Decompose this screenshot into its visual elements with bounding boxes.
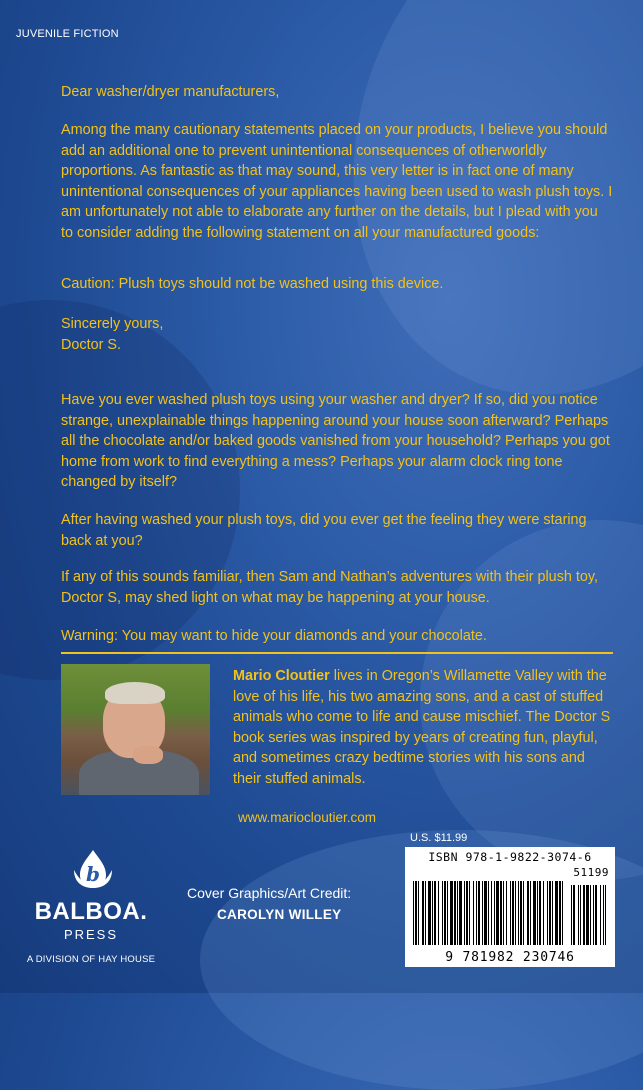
publisher-name: BALBOA. (34, 898, 148, 925)
isbn-text: ISBN 978-1-9822-3074-6 (428, 850, 592, 864)
genre-label: JUVENILE FICTION (16, 28, 119, 40)
author-bio (233, 666, 613, 789)
publisher-division: A DIVISION OF HAY HOUSE (26, 954, 156, 965)
price-code: 51199 (573, 866, 609, 879)
letter-signature: Doctor S. (61, 337, 121, 353)
price-label: U.S. $11.99 (410, 832, 468, 844)
barcode (405, 847, 615, 967)
author-name: Mario Cloutier (233, 668, 330, 684)
letter-caution: Caution: Plush toys should not be washed using this device. (61, 276, 444, 292)
divider-rule (61, 652, 613, 654)
blurb-familiar: If any of this sounds familiar, then Sam and Nathan’s adventures with their plush toy, Doctor S, may shed light on what may be happening at your house. (61, 569, 599, 606)
credit-name: CAROLYN WILLEY (217, 907, 342, 922)
publisher-logo (16, 848, 166, 968)
publisher-imprint: PRESS (63, 927, 119, 942)
credit-label: Cover Graphics/Art Credit: (187, 885, 352, 901)
blurb-staring: After having washed your plush toys, did you ever get the feeling they were staring back at you? (61, 512, 587, 549)
barcode-bars (413, 881, 607, 945)
lotus-logo-icon (70, 848, 116, 894)
blurb-questions: Have you ever washed plush toys using your washer and dryer? If so, did you notice strange, unexplainable things happening around your house soon afterward? Perhaps all the chocolate and/or baked goods vanished from your household? Perhaps you got home from work to find everything a mess? Perhaps your alarm clock ring tone changed by itself? (61, 392, 610, 490)
blurb-warning: Warning: You may want to hide your diamonds and your chocolate. (61, 628, 487, 644)
ean-number: 9 781982 230746 (445, 950, 575, 965)
letter-signoff: Sincerely yours, (61, 316, 164, 332)
author-bio-text: lives in Oregon’s Willamette Valley with the love of his life, his two amazing sons, and a cast of stuffed animals who come to life and cause mischief. The Doctor S book series was inspired by years of creating fun, playful, and sometimes crazy bedtime stories with his sons and their stuffed animals. (233, 668, 611, 787)
author-photo (61, 664, 210, 795)
letter-body: Among the many cautionary statements placed on your products, I believe you should add an additional one to prevent unintentional consequences of otherworldly proportions. As fantastic as that may sound, this very letter is in fact one of many unintentional consequences of your appliances having been used to wash plush toys. I am unfortunately not able to elaborate any further on the details, but I plead with you to consider adding the following statement on all your manufactured goods: (61, 122, 613, 241)
author-website: www.mariocloutier.com (238, 810, 377, 825)
letter-salutation: Dear washer/dryer manufacturers, (61, 84, 280, 100)
logo-letter: b (86, 862, 100, 886)
